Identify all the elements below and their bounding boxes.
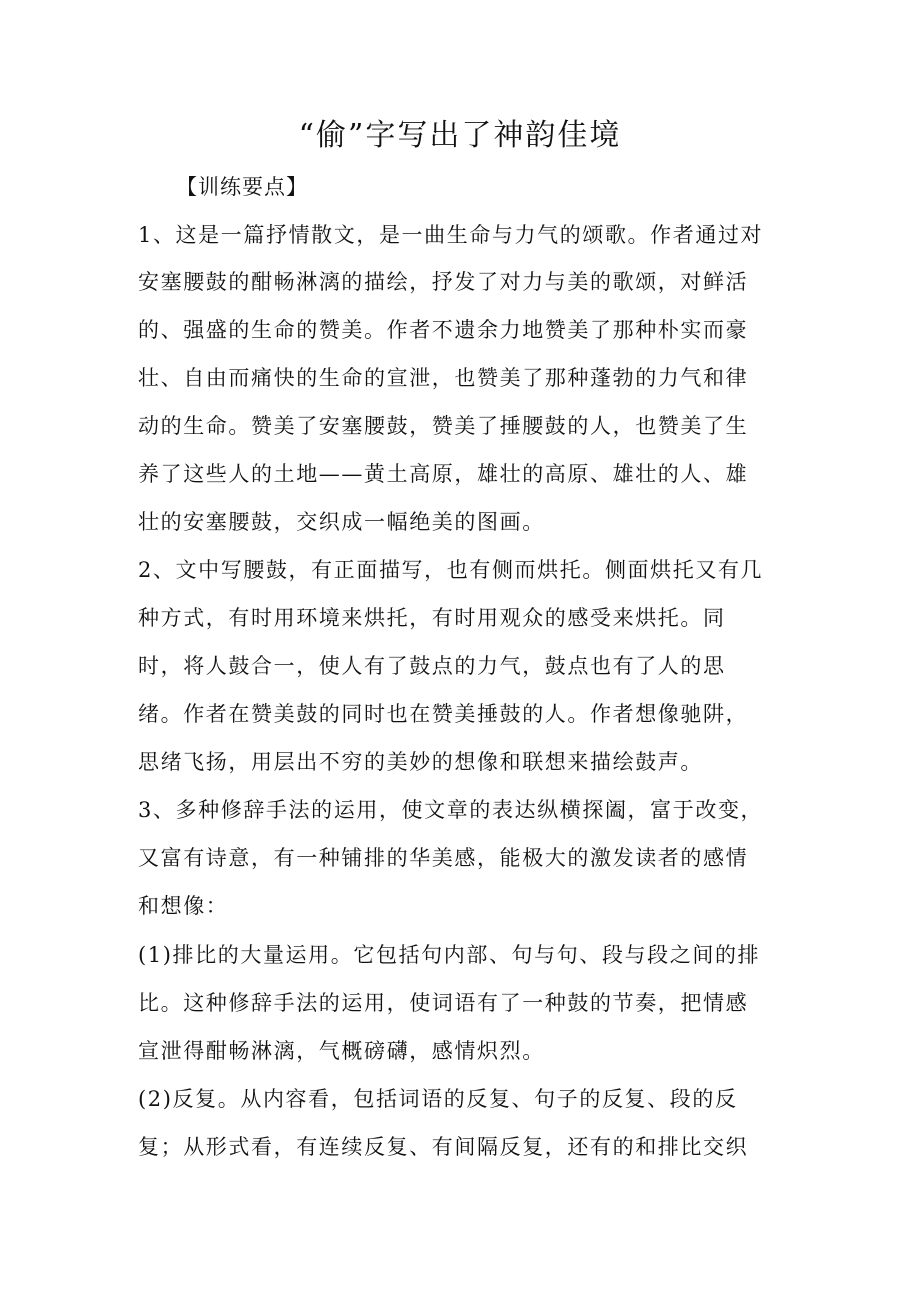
text-line: 动的生命。赞美了安塞腰鼓，赞美了捶腰鼓的人，也赞美了生 <box>138 414 749 438</box>
text-line: 和想像： <box>138 894 229 918</box>
text-line: 复；从形式看，有连续反复、有间隔反复，还有的和排比交织 <box>138 1135 749 1159</box>
text-line: 思绪飞扬，用层出不穷的美妙的想像和联想来描绘鼓声。 <box>138 750 703 774</box>
text-line: 壮、自由而痛快的生命的宣泄，也赞美了那种蓬勃的力气和律 <box>138 366 749 390</box>
text-line: 种方式，有时用环境来烘托，有时用观众的感受来烘托。同 <box>138 606 726 630</box>
text-line: 的、强盛的生命的赞美。作者不遗余力地赞美了那种朴实而豪 <box>138 318 749 342</box>
text-line: 又富有诗意，有一种铺排的华美感，能极大的激发读者的感情 <box>138 846 749 870</box>
text-line: 比。这种修辞手法的运用，使词语有了一种鼓的节奏，把情感 <box>138 991 749 1015</box>
text-line: 壮的安塞腰鼓，交织成一幅绝美的图画。 <box>138 510 545 534</box>
text-line: 1、这是一篇抒情散文，是一曲生命与力气的颂歌。作者通过对 <box>138 223 764 247</box>
text-line: (2)反复。从内容看，包括词语的反复、句子的反复、段的反 <box>138 1087 738 1111</box>
text-line: 绪。作者在赞美鼓的同时也在赞美捶鼓的人。作者想像驰阱， <box>138 702 749 726</box>
section-heading: 【训练要点】 <box>176 175 308 199</box>
text-line: 养了这些人的土地——黄土高原，雄壮的高原、雄壮的人、雄 <box>138 462 749 486</box>
text-line: 时，将人鼓合一，使人有了鼓点的力气，鼓点也有了人的思 <box>138 654 726 678</box>
text-line: 2、文中写腰鼓，有正面描写，也有侧而烘托。侧面烘托又有几 <box>138 558 764 582</box>
text-line: (1)排比的大量运用。它包括句内部、句与句、段与段之间的排 <box>138 943 761 967</box>
text-line: 安塞腰鼓的酣畅淋漓的描绘，抒发了对力与美的歌颂，对鲜活 <box>138 270 749 294</box>
text-line: 3、多种修辞手法的运用，使文章的表达纵横探阖，富于改变， <box>138 798 764 822</box>
page-title: “偷”字写出了神韵佳境 <box>298 118 622 153</box>
text-line: 宣泄得酣畅淋漓，气概磅礴，感情炽烈。 <box>138 1039 545 1063</box>
